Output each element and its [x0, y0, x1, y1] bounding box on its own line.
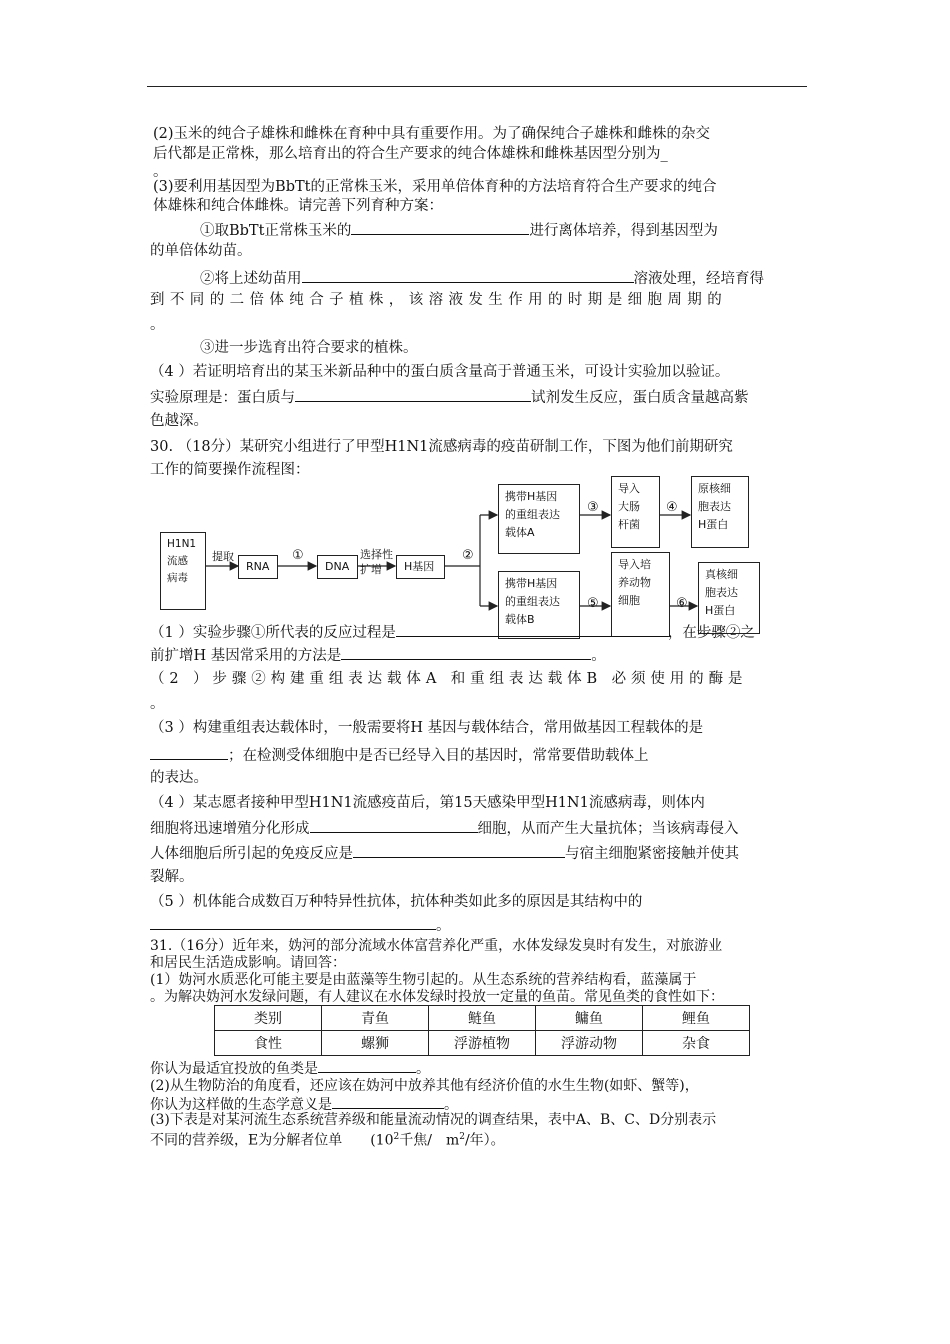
table-header-cell: 青鱼 [322, 1006, 429, 1031]
q30-q5-line2 [150, 915, 451, 935]
q29-p3-line2: 体雄株和纯合体雌株。请完善下列育种方案： [153, 198, 443, 214]
node-animal-cell: 导入培 养动物 细胞 [611, 552, 670, 637]
node-dna: DNA [317, 555, 358, 579]
q30-q4-f: 裂解。 [150, 869, 194, 885]
answer-blank[interactable] [341, 645, 591, 660]
q30-q2-end: 。 [150, 696, 165, 712]
label-step6: ⑥ [676, 596, 688, 611]
q29-step1-a: ①取BbTt正常株玉米的 [200, 223, 352, 239]
q31-p1-line3 [150, 1059, 430, 1078]
q29-step2-c: 到不同的二倍体纯合子植株，该溶液发生作用的时期是细胞周期的 [150, 292, 728, 308]
node-rna: RNA [238, 555, 278, 579]
q31-p3-sup2: 2 [459, 1132, 465, 1142]
label-step5: ⑤ [587, 596, 599, 611]
q29-p4-a: 实验原理是：蛋白质与 [150, 390, 295, 406]
table-cell: 食性 [215, 1031, 322, 1056]
q30-q1-b: ，在步骤②之 [667, 625, 755, 641]
table-header-cell: 鲤鱼 [643, 1006, 750, 1031]
q30-q1-a: （1 ）实验步骤①所代表的反应过程是 [150, 625, 396, 641]
label-select-amp: 选择性 扩增 [360, 548, 393, 576]
node-hgene: H基因 [396, 555, 445, 579]
q30-q1-line1 [150, 622, 755, 642]
q29-step2-b: 溶液处理，经培育得 [633, 271, 764, 287]
q31-p3-sup: 2 [393, 1132, 400, 1142]
table-cell: 螺狮 [322, 1031, 429, 1056]
q31-p3-a: (3)下表是对某河流生态系统营养级和能量流动情况的调查结果，表中A、B、C、D分别表示 [150, 1112, 717, 1128]
q29-p4-b: 试剂发生反应，蛋白质含量越高紫 [531, 390, 749, 406]
node-vector-b: 携带H基因 的重组表达 载体B [498, 571, 580, 639]
q31-intro1: 31.（16分）近年来，妫河的部分流域水体富营养化严重，水体发绿发臭时有发生，对旅游业 [150, 938, 723, 954]
q31-p2-b: 你认为这样做的生态学意义是 [150, 1097, 332, 1113]
q30-q3-c: 的表达。 [150, 770, 208, 786]
table-cell: 杂食 [643, 1031, 750, 1056]
q29-p2-line3: 。 [153, 164, 168, 180]
q31-p1-a: (1）妫河水质恶化可能主要是由蓝藻等生物引起的。从生态系统的营养结构看，蓝藻属于 [150, 972, 697, 988]
node-vector-a: 携带H基因 的重组表达 载体A [498, 484, 580, 554]
q30-q4-a: （4 ）某志愿者接种甲型H1N1流感疫苗后，第15天感染甲型H1N1流感病毒，则体内 [150, 795, 705, 811]
q30-q4-c: 细胞，从而产生大量抗体；当该病毒侵入 [477, 821, 739, 837]
table-header-cell: 鲢鱼 [429, 1006, 536, 1031]
q30-q3-line2 [150, 745, 649, 765]
q31-p3-b: 不同的营养级，E为分解者位单 (10 [150, 1132, 394, 1149]
q31-p1-c: 你认为最适宜投放的鱼类是 [150, 1061, 318, 1077]
node-ecoli: 导入 大肠 杆菌 [611, 476, 660, 548]
q30-intro1: 30. （18分）某研究小组进行了甲型H1N1流感病毒的疫苗研制工作，下图为他们前期研究 [150, 439, 733, 455]
q30-q1-line2 [150, 645, 606, 665]
q30-q4-line3 [150, 843, 739, 863]
q30-q4-b: 细胞将迅速增殖分化形成 [150, 821, 310, 837]
table-cell: 浮游动物 [536, 1031, 643, 1056]
fish-diet-table [214, 1005, 750, 1056]
table-row [215, 1031, 750, 1056]
table-cell: 浮游植物 [429, 1031, 536, 1056]
q30-q1-c: 前扩增H 基因常采用的方法是 [150, 648, 342, 664]
q30-q2: （2 ）步骤②构建重组表达载体A 和重组表达载体B 必须使用的酶是 [150, 671, 748, 687]
label-step3: ③ [587, 500, 599, 515]
q30-q4-d: 人体细胞后所引起的免疫反应是 [150, 846, 353, 862]
q30-q3-a: （3 ）构建重组表达载体时，一般需要将H 基因与载体结合，常用做基因工程载体的是 [150, 720, 704, 736]
q31-p2-a: (2)从生物防治的角度看，还应该在妫河中放养其他有经济价值的水生生物(如虾、蟹等)， [150, 1078, 699, 1094]
q29-step3: ③进一步选育出符合要求的植株。 [200, 340, 418, 356]
table-header-cell: 类别 [215, 1006, 322, 1031]
label-step1: ① [292, 548, 304, 563]
q31-p3-c: 千焦/ m [399, 1132, 460, 1149]
q29-p2-line1: (2)玉米的纯合子雄株和雌株在育种中具有重要作用。为了确保纯合子雄株和雌株的杂交 [153, 126, 711, 142]
q31-p3-line2 [150, 1129, 505, 1150]
q29-p3-line1: (3)要利用基因型为BbTt的正常株玉米，采用单倍体育种的方法培育符合生产要求的纯合 [153, 179, 717, 195]
answer-blank[interactable] [396, 622, 668, 637]
q31-intro2: 和居民生活造成影响。请回答： [150, 955, 346, 971]
q30-q1-d: 。 [591, 648, 606, 664]
q31-p1-d: 。 [416, 1061, 430, 1077]
q31-p2-c: 。 [444, 1097, 458, 1113]
table-header-cell: 鳙鱼 [536, 1006, 643, 1031]
q31-p1-b: 。为解决妫河水发绿问题，有人建议在水体发绿时投放一定量的鱼苗。常见鱼类的食性如下： [150, 989, 724, 1005]
table-row [215, 1006, 750, 1031]
answer-blank[interactable] [353, 843, 565, 858]
q30-q5-a: （5 ）机体能合成数百万种特异性抗体，抗体种类如此多的原因是其结构中的 [150, 894, 643, 910]
q29-step2-a: ②将上述幼苗用 [200, 271, 302, 287]
label-step4: ④ [666, 500, 678, 515]
q29-p2-line2: 后代都是正常株，那么培育出的符合生产要求的纯合体雄株和雌株基因型分别为_ [153, 146, 668, 162]
answer-blank[interactable] [310, 818, 478, 833]
q29-step2-d: 。 [150, 317, 165, 333]
answer-blank[interactable] [150, 745, 228, 760]
answer-blank[interactable] [318, 1059, 416, 1073]
answer-blank[interactable] [150, 915, 436, 930]
answer-blank[interactable] [332, 1095, 444, 1109]
q30-q4-e: 与宿主细胞紧密接触并使其 [565, 846, 739, 862]
label-extract: 提取 [212, 550, 234, 563]
q29-step1-c: 的单倍体幼苗。 [150, 243, 252, 259]
q29-p4-c: 色越深。 [150, 413, 208, 429]
q29-step1-b: 进行离体培养，得到基因型为 [529, 223, 718, 239]
label-step2: ② [462, 548, 474, 563]
node-eukaryote: 真核细 胞表达 H蛋白 [698, 562, 760, 634]
q30-q5-b: 。 [436, 918, 451, 934]
node-prokaryote: 原核细 胞表达 H蛋白 [691, 476, 749, 548]
q30-q3-b: ；在检测受体细胞中是否已经导入目的基因时，常常要借助载体上 [228, 748, 649, 764]
node-virus: H1N1 流感 病毒 [160, 532, 206, 610]
q30-q4-line2 [150, 818, 739, 838]
q31-p3-d: /年）。 [464, 1132, 505, 1149]
q30-intro2: 工作的简要操作流程图： [150, 462, 310, 478]
q29-p4-line1: （4 ）若证明培育出的某玉米新品种中的蛋白质含量高于普通玉米，可设计实验加以验证。 [150, 364, 730, 380]
